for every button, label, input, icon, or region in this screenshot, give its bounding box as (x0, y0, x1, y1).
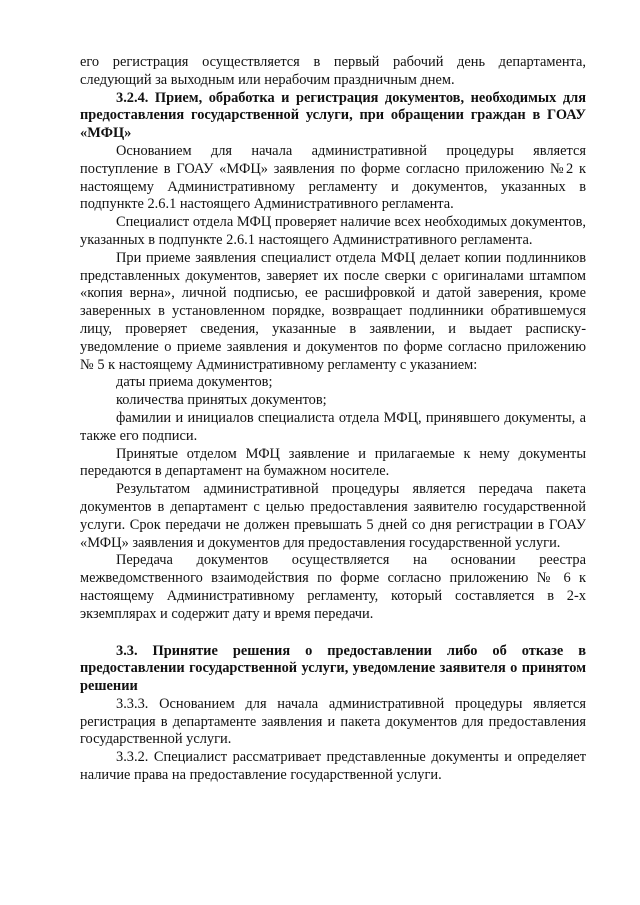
section-3-3-heading: 3.3. Принятие решения о предоставлении либо об отказе в предоставлении государственной услуги, уведомление заявителя о принятом решении (80, 642, 586, 695)
paragraph: При приеме заявления специалист отдела МФЦ делает копии подлинников представленных документов, заверяет их после сверки с оригиналами штампом «копия верна», личной подписью, ее расшифровкой и датой заверения, кроме заверенных в установленном порядке, возвращает подлинники обратившемуся лицу, проверяет сведения, указанные в заявлении, и выдает расписку-уведомление о приеме заявления и документов по форме согласно приложению № 5 к настоящему Административному регламенту с указанием: (80, 249, 586, 373)
paragraph: Специалист отдела МФЦ проверяет наличие всех необходимых документов, указанных в подпункте 2.6.1 настоящего Административного регламента. (80, 214, 586, 248)
paragraph: 3.3.3. Основанием для начала административной процедуры является регистрация в департаменте заявления и пакета документов для предоставления государственной услуги. (80, 695, 586, 748)
list-item: даты приема документов; (116, 374, 273, 391)
paragraph: Передача документов осуществляется на основании реестра межведомственного взаимодействия по форме согласно приложению № 6 к настоящему Административному регламенту, который составляется в 2-х экземплярах и содержит дату и время передачи. (80, 552, 586, 622)
paragraph: Принятые отделом МФЦ заявление и прилагаемые к нему документы передаются в департамент на бумажном носителе. (80, 445, 586, 480)
document-page (80, 0, 586, 785)
paragraph: 3.3.2. Специалист рассматривает представленные документы и определяет наличие права на предоставление государственной услуги. (80, 749, 586, 784)
paragraph: Основанием для начала административной процедуры является поступление в ГОАУ «МФЦ» заявления по форме согласно приложению №2 к настоящему Административному регламенту и документов, указанных в подпункте 2.6.1 настоящего Административного регламента. (80, 142, 586, 213)
list-item: количества принятых документов; (116, 392, 327, 409)
section-gap (80, 624, 586, 643)
list-item: фамилии и инициалов специалиста отдела МФЦ, принявшего документы, а также его подписи. (80, 409, 586, 444)
intro-paragraph: его регистрация осуществляется в первый рабочий день департамента, следующий за выходным или нерабочим праздничным днем. (80, 54, 586, 88)
section-3-2-4-heading: 3.2.4. Прием, обработка и регистрация документов, необходимых для предоставления государственной услуги, при обращении граждан в ГОАУ «МФЦ» (80, 89, 586, 142)
paragraph: Результатом административной процедуры является передача пакета документов в департамент с целью предоставления заявителю государственной услуги. Срок передачи не должен превышать 5 дней со дня регистрации в ГОАУ «МФЦ» заявления и документов для предоставления государственной услуги. (80, 481, 586, 551)
